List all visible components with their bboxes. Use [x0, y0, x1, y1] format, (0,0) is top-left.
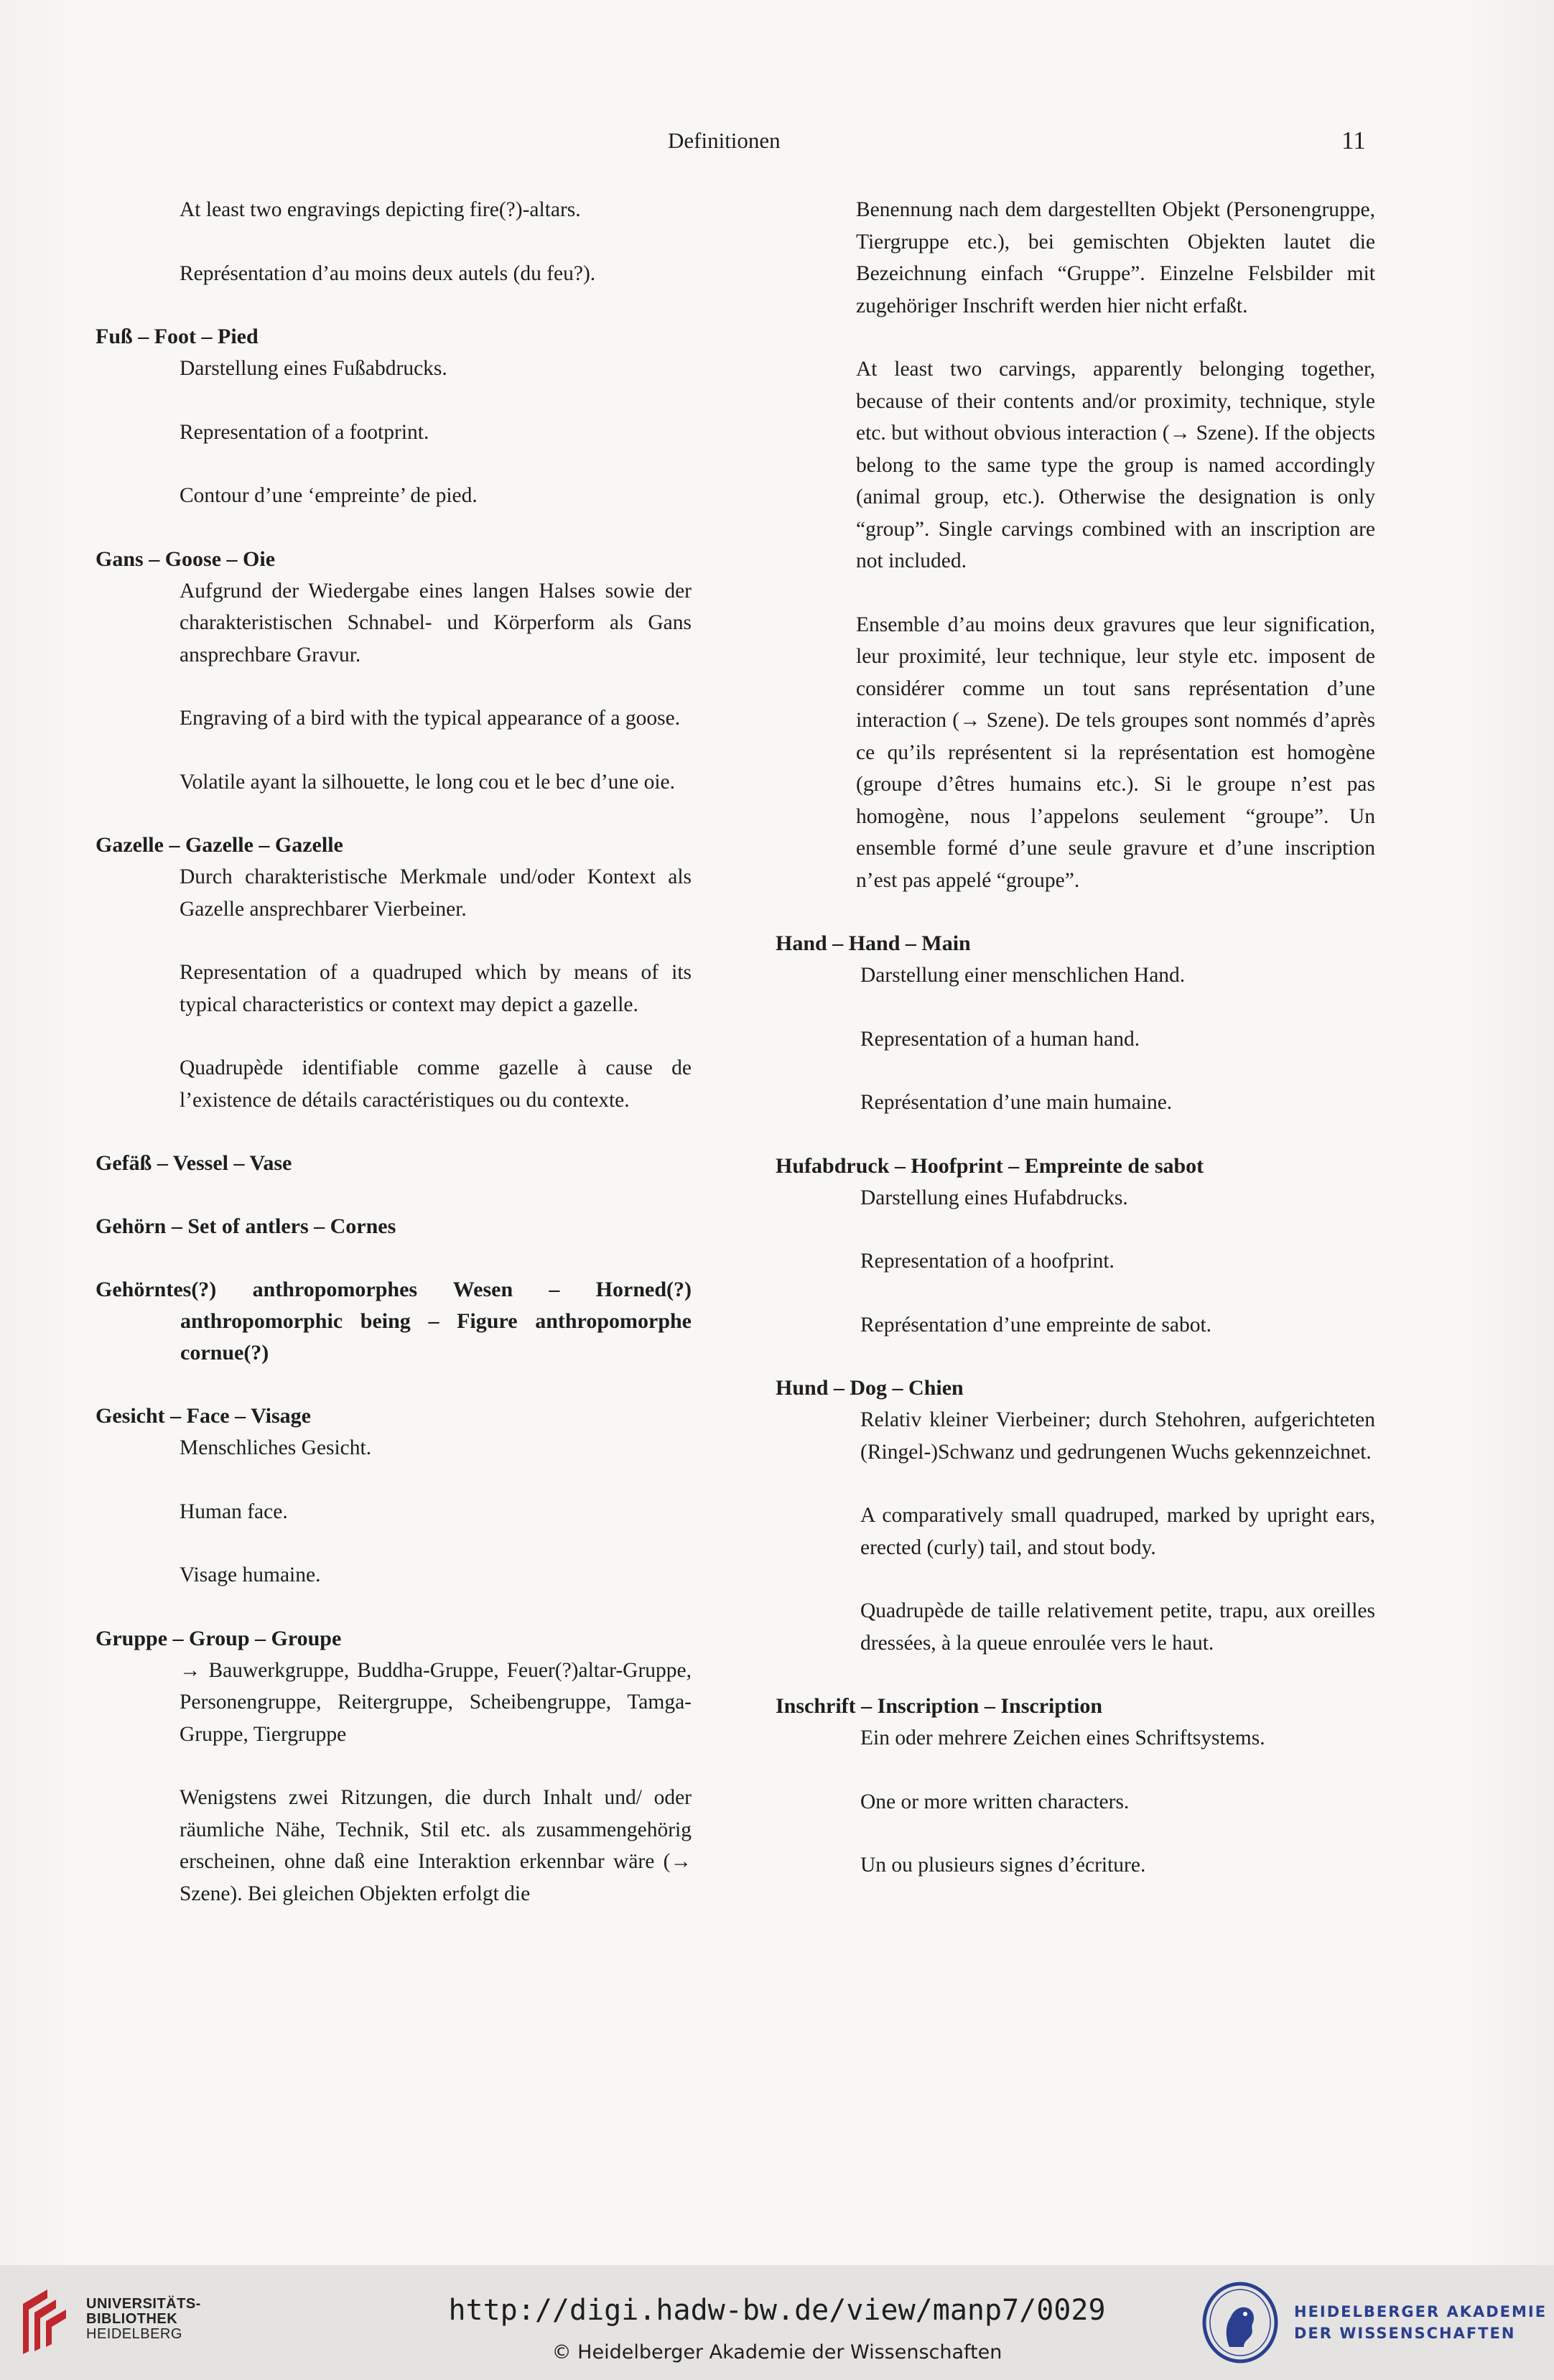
glossary-entry-continuation	[96, 194, 692, 289]
left-column	[96, 194, 692, 1941]
definition-text: Representation of a hoofprint.	[860, 1250, 1115, 1273]
definition-text: Quadrupède identifiable comme gazelle à cause de l’existence de détails caractéristiques ou du contexte.	[180, 1056, 692, 1112]
glossary-entry-gruppe	[96, 1623, 692, 1910]
definition-text: Durch charakteristische Merkmale und/oder Kontext als Gazelle ansprechbarer Vierbeiner.	[180, 865, 692, 921]
academy-name-line: DER WISSENSCHAFTEN	[1294, 2325, 1516, 2342]
definition-text: Contour d’une ‘empreinte’ de pied.	[180, 484, 478, 507]
entry-term: Gans – Goose – Oie	[96, 547, 276, 571]
definition-text: Représentation d’au moins deux autels (du feu?).	[180, 261, 596, 285]
entry-term: Hund – Dog – Chien	[776, 1376, 964, 1400]
definition-text: Menschliches Gesicht.	[180, 1436, 372, 1459]
definition-text: Representation of a quadruped which by means of its typical characteristics or context may depict a gazelle.	[180, 961, 692, 1016]
definition-text: Engraving of a bird with the typical appearance of a goose.	[180, 707, 681, 730]
running-head: Definitionen	[668, 128, 781, 153]
definition-text: Quadrupède de taille relativement petite, trapu, aux oreilles dressées, à la queue enroulée vers le haut.	[860, 1599, 1375, 1655]
glossary-entry-gesicht	[96, 1400, 692, 1591]
glossary-entry-fuss	[96, 321, 692, 512]
entry-term: Gefäß – Vessel – Vase	[96, 1151, 292, 1175]
glossary-entry-hand	[776, 928, 1375, 1119]
definition-text: Darstellung einer menschlichen Hand.	[860, 964, 1186, 987]
glossary-entry-inschrift	[776, 1691, 1375, 1882]
glossary-entry-gruppe-continuation	[776, 194, 1375, 896]
definition-text: Aufgrund der Wiedergabe eines langen Halses sowie der charakteristischen Schnabel- und Körperform als Gans ansprechbare Gravur.	[180, 579, 692, 666]
definition-text: At least two carvings, apparently belonging together, because of their contents and/or proximity, technique, style etc. but without obvious interaction (→ Szene). If the objects belong to the same type the group is named accordingly (animal group, etc.). Otherwise the designation is only “group”. Single carvings combined with an inscription are not included.	[856, 358, 1375, 572]
digitization-footer	[0, 2265, 1554, 2380]
glossary-entry-gazelle	[96, 829, 692, 1116]
copyright-notice: © Heidelberger Akademie der Wissenschaften	[552, 2341, 1002, 2363]
glossary-entry-gehoerntes-wesen	[96, 1274, 692, 1369]
glossary-entry-gefaess	[96, 1148, 692, 1179]
cross-reference-text: → Bauwerkgruppe, Buddha-Gruppe, Feuer(?)altar-Gruppe, Personengruppe, Reitergruppe, Scheibengruppe, Tamga-Gruppe, Tiergruppe	[180, 1658, 692, 1746]
definition-text: Representation of a footprint.	[180, 420, 429, 444]
definition-text: Volatile ayant la silhouette, le long cou et le bec d’une oie.	[180, 770, 676, 794]
entry-term: Gehörntes(?) anthropomorphes Wesen – Horned(?) anthropomorphic being – Figure anthropomorphe cornue(?)	[96, 1278, 692, 1365]
definition-text: Ein oder mehrere Zeichen eines Schriftsystems.	[860, 1726, 1265, 1749]
entry-term: Gesicht – Face – Visage	[96, 1404, 311, 1428]
definition-text: One or more written characters.	[860, 1790, 1130, 1813]
academy-name	[1294, 2301, 1547, 2344]
definition-text: At least two engravings depicting fire(?)-altars.	[180, 198, 581, 221]
definition-text: Représentation d’une empreinte de sabot.	[860, 1313, 1212, 1337]
library-name-line: UNIVERSITÄTS-	[86, 2296, 201, 2312]
definition-text: Représentation d’une main humaine.	[860, 1091, 1173, 1114]
academy-name-line: HEIDELBERGER AKADEMIE	[1294, 2303, 1548, 2320]
entry-term: Inschrift – Inscription – Inscription	[776, 1694, 1103, 1718]
entry-term: Gehörn – Set of antlers – Cornes	[96, 1214, 396, 1238]
definition-text: Human face.	[180, 1500, 288, 1523]
definition-text: Representation of a human hand.	[860, 1027, 1140, 1051]
entry-term: Fuß – Foot – Pied	[96, 325, 259, 348]
permalink-url[interactable]: http://digi.hadw-bw.de/view/manp7/0029	[448, 2294, 1106, 2327]
glossary-entry-gans	[96, 544, 692, 799]
entry-term: Gruppe – Group – Groupe	[96, 1626, 342, 1650]
definition-text: Un ou plusieurs signes d’écriture.	[860, 1854, 1146, 1877]
definition-text: Darstellung eines Hufabdrucks.	[860, 1186, 1128, 1209]
glossary-entry-hund	[776, 1372, 1375, 1659]
entry-term: Hufabdruck – Hoofprint – Empreinte de sabot	[776, 1153, 1204, 1178]
entry-term: Gazelle – Gazelle – Gazelle	[96, 833, 343, 857]
glossary-entry-hufabdruck	[776, 1151, 1375, 1342]
page-number: 11	[1341, 126, 1366, 154]
entry-term: Hand – Hand – Main	[776, 931, 971, 955]
glossary-entry-gehoern	[96, 1211, 692, 1242]
definition-text: Darstellung eines Fußabdrucks.	[180, 357, 447, 380]
definition-text: Visage humaine.	[180, 1563, 321, 1586]
library-name-line: HEIDELBERG	[86, 2326, 182, 2342]
definition-text: A comparatively small quadruped, marked by upright ears, erected (curly) tail, and stout body.	[860, 1504, 1375, 1559]
academy-seal-icon	[1201, 2281, 1280, 2364]
definition-text: Relativ kleiner Vierbeiner; durch Stehohren, aufgerichteten (Ringel-)Schwanz und gedrungenen Wuchs gekennzeichnet.	[860, 1408, 1375, 1464]
definition-text: Benennung nach dem dargestellten Objekt (Personengruppe, Tiergruppe etc.), bei gemischten Objekten lautet die Bezeichnung einfach “Gruppe”. Einzelne Felsbilder mit zugehöriger Inschrift werden hier nicht erfaßt.	[856, 198, 1375, 317]
definition-text: Wenigstens zwei Ritzungen, die durch Inhalt und/ oder räumliche Nähe, Technik, Stil etc. als zusammengehörig erscheinen, ohne daß eine Interaktion erkennbar wäre (→ Szene). Bei gleichen Objekten erfolgt die	[180, 1786, 692, 1905]
definition-text: Ensemble d’au moins deux gravures que leur signification, leur proximité, leur technique, leur style etc. imposent de considérer comme un tout sans représentation d’une interaction (→ Szene). De tels groupes sont nommés d’après ce qu’ils représentent si la représentation est homogène (groupe d’êtres humains etc.). Si le groupe n’est pas homogène, nous l’appelons seulement “groupe”. Un ensemble formé d’une seule gravure et d’une inscription n’est pas appelé “groupe”.	[856, 613, 1375, 892]
right-column	[776, 194, 1375, 1913]
library-name-line: BIBLIOTHEK	[86, 2311, 178, 2327]
